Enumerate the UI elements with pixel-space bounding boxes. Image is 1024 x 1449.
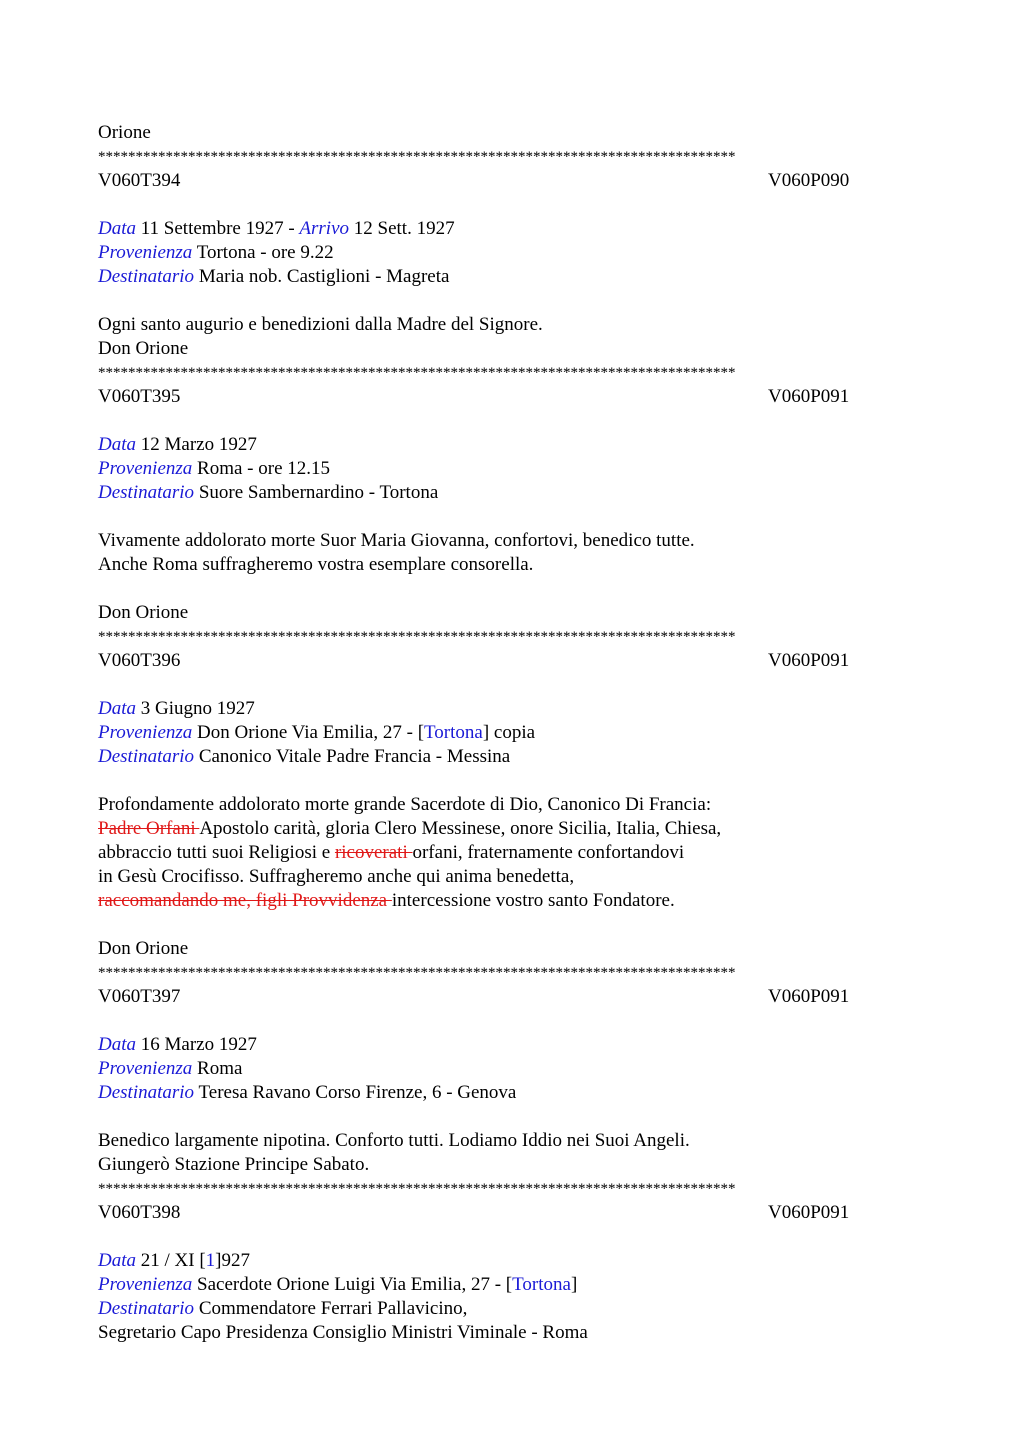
separator: ************************************************************************************* (98, 1181, 736, 1197)
entry-body: Giungerò Stazione Principe Sabato. (98, 1154, 370, 1175)
entry-data: Data 16 Marzo 1927 (98, 1034, 257, 1055)
entry-body: abbraccio tutti suoi Religiosi e ricoverati orfani, fraternamente confortandovi (98, 842, 685, 863)
entry-provenienza: Provenienza Roma - ore 12.15 (98, 458, 331, 479)
place-annotation: Tortona (512, 1274, 571, 1295)
entry-provenienza: Provenienza Sacerdote Orione Luigi Via Emilia, 27 - [Tortona] (98, 1274, 578, 1295)
entry-destinatario: Destinatario Commendatore Ferrari Pallavicino, (98, 1298, 468, 1319)
entry-body: Profondamente addolorato morte grande Sacerdote di Dio, Canonico Di Francia: (98, 794, 712, 815)
entry-signature: Don Orione (98, 338, 189, 359)
entry-page: V060P091 (768, 986, 850, 1007)
entry-provenienza: Provenienza Roma (98, 1058, 243, 1079)
entry-provenienza: Provenienza Tortona - ore 9.22 (98, 242, 334, 263)
entry-provenienza: Provenienza Don Orione Via Emilia, 27 - [Tortona] copia (98, 722, 536, 743)
entry-body: Padre Orfani Apostolo carità, gloria Clero Messinese, onore Sicilia, Italia, Chiesa, (98, 818, 722, 839)
entry-destinatario-line2: Segretario Capo Presidenza Consiglio Ministri Viminale - Roma (98, 1322, 588, 1343)
arrivo-label: Arrivo (299, 218, 350, 239)
entry-destinatario: Destinatario Teresa Ravano Corso Firenze, 6 - Genova (98, 1082, 517, 1103)
entry-data: Data 3 Giugno 1927 (98, 698, 255, 719)
entry-body: in Gesù Crocifisso. Suffragheremo anche qui anima benedetta, (98, 866, 575, 887)
separator: ************************************************************************************* (98, 965, 736, 981)
entry-data: Data 12 Marzo 1927 (98, 434, 257, 455)
date-annotation: 1 (205, 1250, 216, 1271)
entry-data: Data 11 Settembre 1927 - Arrivo 12 Sett. 1927 (98, 218, 455, 239)
entry-page: V060P091 (768, 386, 850, 407)
entry-page: V060P091 (768, 650, 850, 671)
entry-id-row (98, 1201, 928, 1225)
place-annotation: Tortona (424, 722, 483, 743)
entry-data: Data 21 / XI [1]927 (98, 1250, 250, 1271)
separator: ************************************************************************************* (98, 149, 736, 165)
deleted-text: raccomandando me, figli Provvidenza (98, 890, 392, 911)
entry-id-row (98, 649, 928, 673)
entry-body: raccomandando me, figli Provvidenza intercessione vostro santo Fondatore. (98, 890, 675, 911)
data-label: Data (98, 218, 136, 239)
entry-id-row (98, 985, 928, 1009)
deleted-text: ricoverati (334, 842, 413, 863)
deleted-text: Padre Orfani (98, 818, 200, 839)
entry-body: Anche Roma suffragheremo vostra esemplare consorella. (98, 554, 534, 575)
entry-destinatario: Destinatario Canonico Vitale Padre Francia - Messina (98, 746, 511, 767)
entry-body: Vivamente addolorato morte Suor Maria Giovanna, confortovi, benedico tutte. (98, 530, 695, 551)
doc-header: Orione (98, 122, 151, 143)
separator: ************************************************************************************* (98, 629, 736, 645)
entry-id-row (98, 385, 928, 409)
entry-destinatario: Destinatario Maria nob. Castiglioni - Magreta (98, 266, 450, 287)
entry-id: V060T398 (98, 1202, 181, 1223)
entry-id-row (98, 169, 928, 193)
entry-page: V060P091 (768, 1202, 850, 1223)
entry-page: V060P090 (768, 170, 850, 191)
entry-body: Benedico largamente nipotina. Conforto tutti. Lodiamo Iddio nei Suoi Angeli. (98, 1130, 690, 1151)
separator: ************************************************************************************* (98, 365, 736, 381)
entry-id: V060T394 (98, 170, 181, 191)
entry-id: V060T395 (98, 386, 181, 407)
document-page (98, 121, 928, 1345)
entry-signature: Don Orione (98, 602, 189, 623)
entry-body: Ogni santo augurio e benedizioni dalla Madre del Signore. (98, 314, 543, 335)
entry-id: V060T397 (98, 986, 181, 1007)
entry-destinatario: Destinatario Suore Sambernardino - Tortona (98, 482, 439, 503)
entry-id: V060T396 (98, 650, 181, 671)
entry-signature: Don Orione (98, 938, 189, 959)
